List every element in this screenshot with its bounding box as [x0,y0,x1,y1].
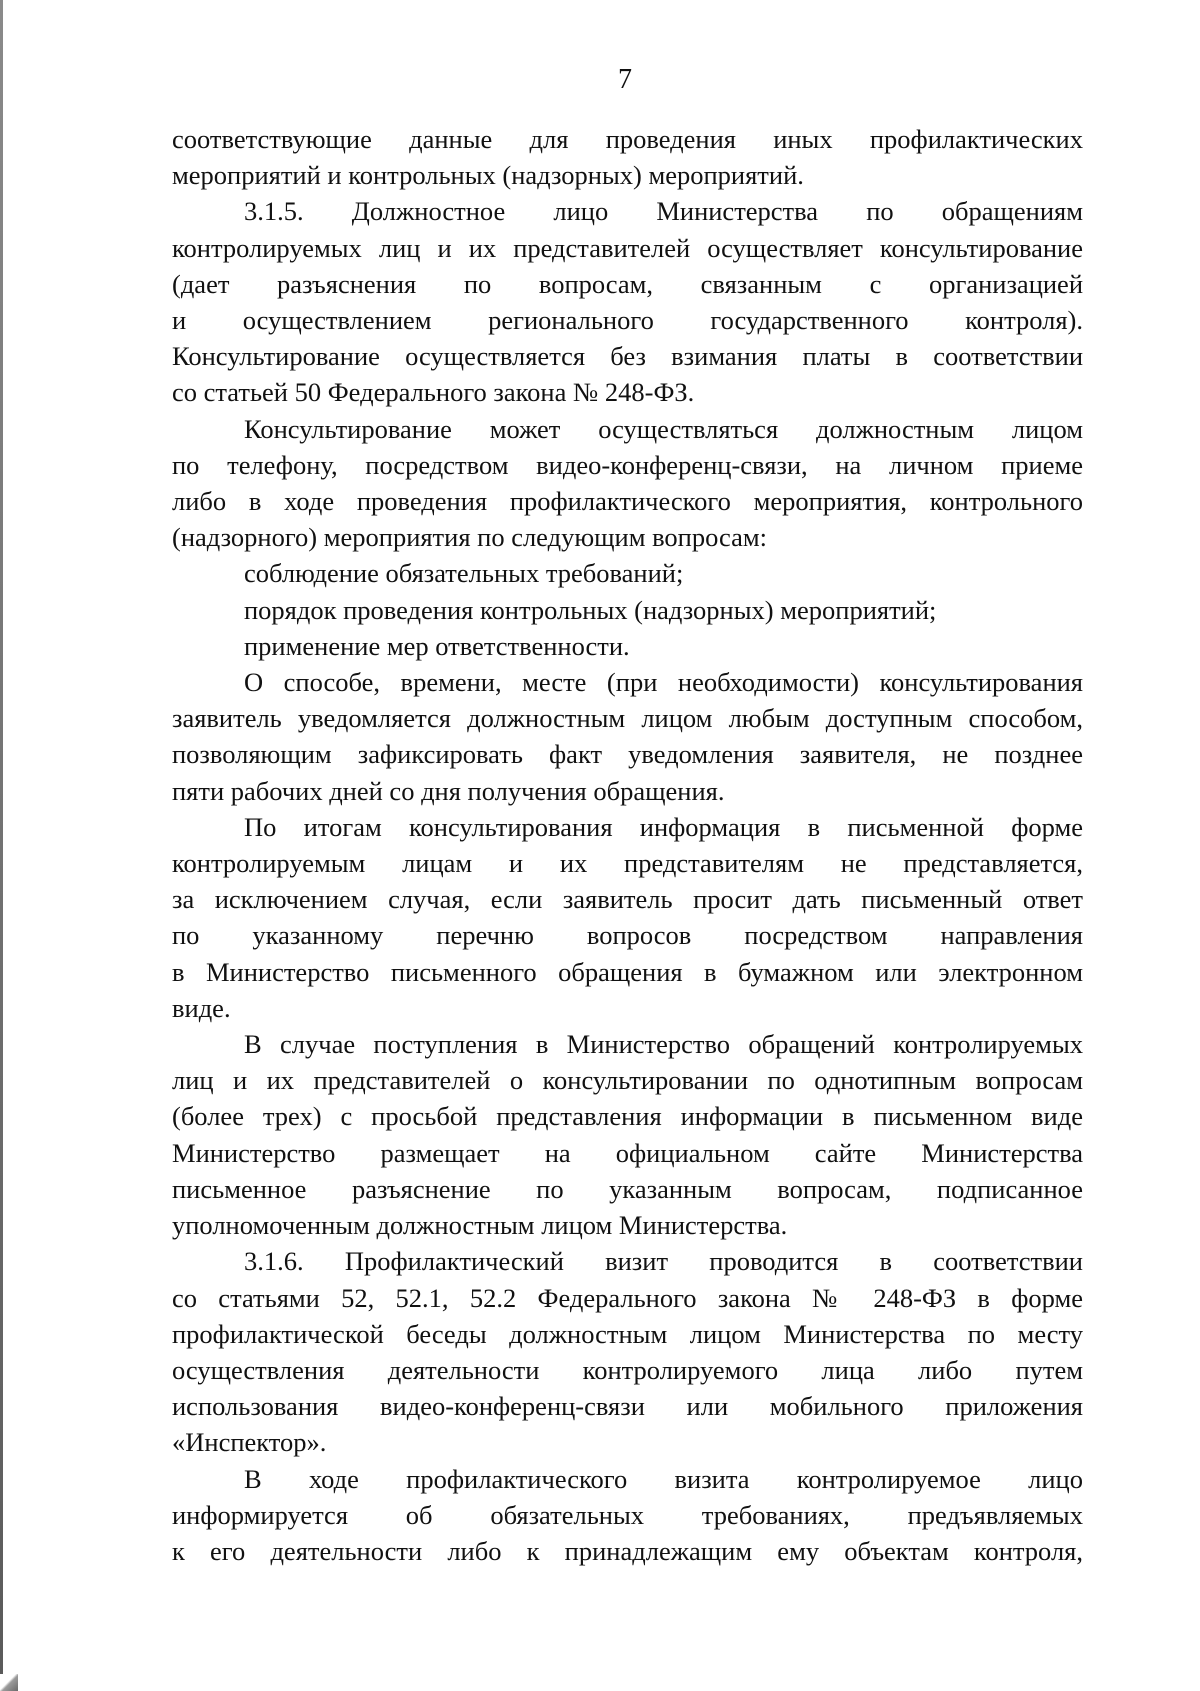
text-line: применение мер ответственности. [244,630,630,661]
scan-corner-shadow [0,1674,18,1691]
page-number: 7 [618,64,632,95]
text-line: мероприятий и контрольных (надзорных) мероприятий. [172,160,804,191]
text-line: профилактической беседы должностным лицом Министерства по месту [172,1318,1083,1349]
text-line: 3.1.5. Должностное лицо Министерства по обращениям [244,196,1083,227]
text-line: Консультирование может осуществляться должностным лицом [244,413,1083,444]
text-line: порядок проведения контрольных (надзорных) мероприятий; [244,594,937,625]
list-item [172,628,1083,664]
text-line: уполномоченным должностным лицом Министерства. [172,1210,788,1241]
paragraph [172,1026,1083,1243]
text-line: использования видео-конференц-связи или мобильного приложения [172,1391,1083,1422]
list-item [172,592,1083,628]
text-line: со статьями 52, 52.1, 52.2 Федерального закона № 248-ФЗ в форме [172,1282,1083,1313]
text-line: осуществления деятельности контролируемого лица либо путем [172,1354,1083,1385]
text-line: лиц и их представителей о консультировании по однотипным вопросам [172,1065,1083,1096]
text-line: по телефону, посредством видео-конференц-связи, на личном приеме [172,449,1083,480]
text-line: либо в ходе проведения профилактического мероприятия, контрольного [172,486,1083,517]
text-line: письменное разъяснение по указанным вопросам, подписанное [172,1173,1083,1204]
text-line: Министерство размещает на официальном сайте Министерства [172,1137,1083,1168]
paragraph [172,193,1083,410]
text-line: в Министерство письменного обращения в бумажном или электронном [172,956,1083,987]
text-line: соблюдение обязательных требований; [244,558,684,589]
paragraph [172,1243,1083,1460]
text-line: О способе, времени, месте (при необходимости) консультирования [244,667,1083,698]
text-line: позволяющим зафиксировать факт уведомления заявителя, не позднее [172,739,1083,770]
paragraph [172,664,1083,809]
document-body [172,121,1083,1569]
text-line: 3.1.6. Профилактический визит проводится в соответствии [244,1246,1083,1277]
text-line: пяти рабочих дней со дня получения обращения. [172,775,725,806]
text-line: соответствующие данные для проведения иных профилактических [172,124,1083,154]
text-line: контролируемых лиц и их представителей осуществляет консультирование [172,232,1083,263]
text-line: «Инспектор». [172,1427,327,1458]
text-line: виде. [172,992,231,1023]
text-line: (дает разъяснения по вопросам, связанным с организацией [172,268,1083,299]
list-item [172,555,1083,591]
text-line: за исключением случая, если заявитель просит дать письменный ответ [172,884,1083,915]
text-line: заявитель уведомляется должностным лицом любым доступным способом, [172,703,1083,734]
text-line: со статьей 50 Федерального закона № 248-ФЗ. [172,377,695,408]
text-line: В ходе профилактического визита контролируемое лицо [244,1463,1083,1494]
text-line: По итогам консультирования информация в письменной форме [244,811,1083,842]
paragraph [172,1461,1083,1570]
text-line: к его деятельности либо к принадлежащим ему объектам контроля, [172,1535,1083,1566]
text-line: контролируемым лицам и их представителям не представляется, [172,848,1083,879]
text-line: (более трех) с просьбой представления информации в письменном виде [172,1101,1083,1132]
text-line: В случае поступления в Министерство обращений контролируемых [244,1029,1083,1060]
text-line: по указанному перечню вопросов посредством направления [172,920,1083,951]
text-line: информируется об обязательных требованиях, предъявляемых [172,1499,1083,1530]
text-line: Консультирование осуществляется без взимания платы в соответствии [172,341,1083,372]
paragraph [172,121,1083,193]
paragraph [172,809,1083,1026]
paragraph [172,411,1083,556]
text-line: и осуществлением регионального государственного контроля). [172,305,1083,336]
scan-left-edge [0,0,3,1691]
text-line: (надзорного) мероприятия по следующим вопросам: [172,522,768,553]
